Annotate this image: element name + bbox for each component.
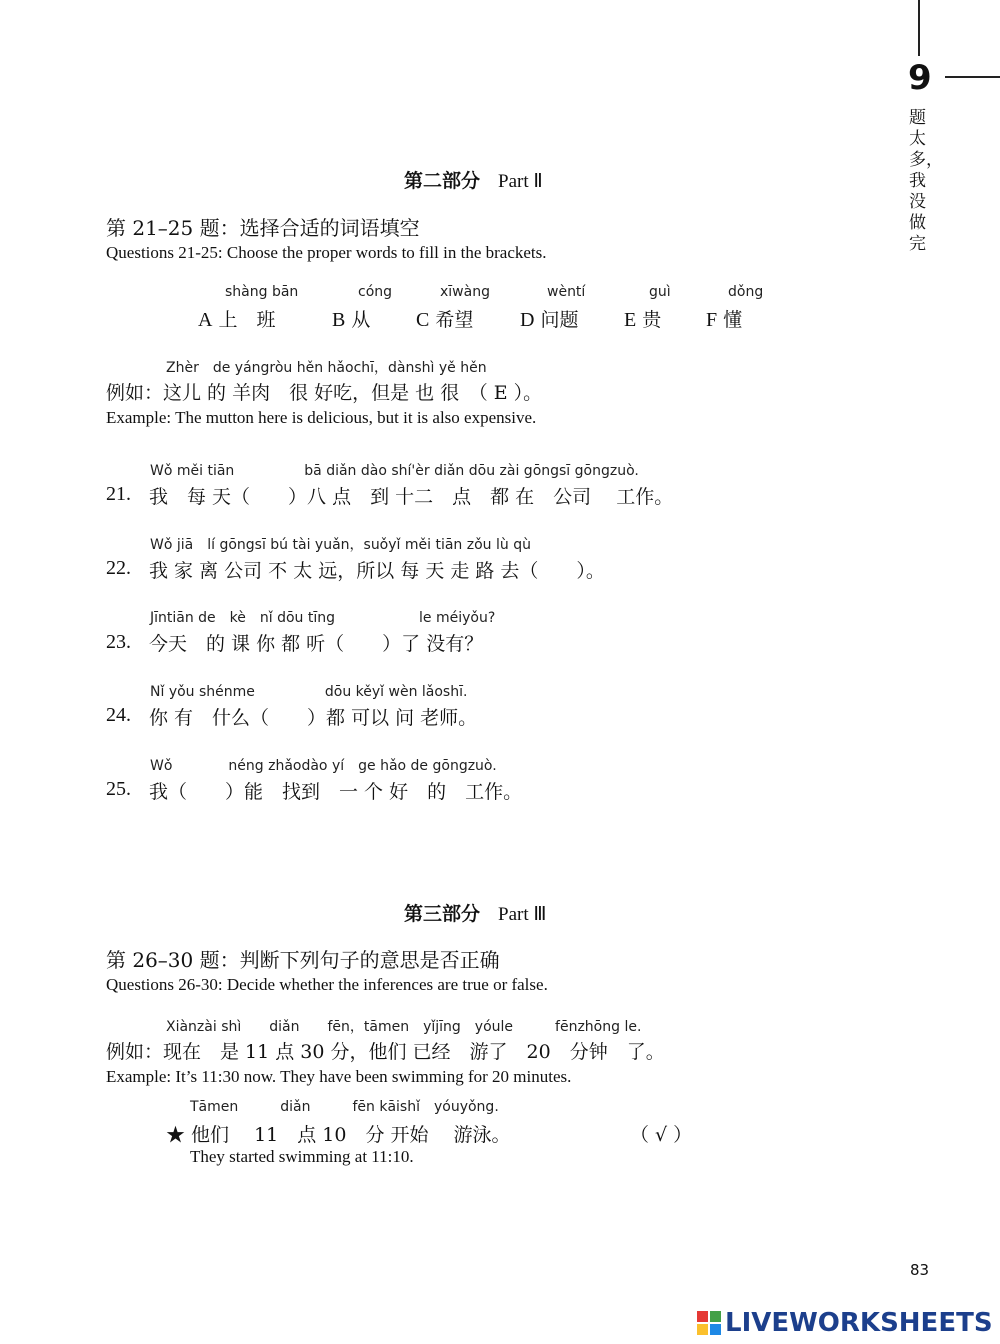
logo-blocks-icon <box>697 1311 721 1335</box>
q21-sentence[interactable]: 我 每 天（ ）八 点 到 十二 点 都 在 公司 工作。 <box>149 486 674 508</box>
part3-title <box>404 899 546 926</box>
q21-pinyin: Wǒ měi tiān bā diǎn dào shí'èr diǎn dōu zài gōngsī gōngzuò. <box>150 463 639 479</box>
part3-instructions-en: Questions 26-30: Decide whether the inferences are true or false. <box>106 975 548 994</box>
option-a <box>198 305 275 332</box>
option-c-pinyin: xīwàng <box>440 284 490 300</box>
option-a-letter: A <box>198 309 213 331</box>
part3-example-answer: （ √ ） <box>630 1124 693 1146</box>
part2-title-en: Part Ⅱ <box>498 171 543 192</box>
part3-example-en: Example: It’s 11:30 now. They have been swimming for 20 minutes. <box>106 1067 572 1086</box>
q22-number: 22. <box>106 557 131 579</box>
option-b <box>332 305 370 332</box>
option-f-letter: F <box>706 309 718 331</box>
option-f-word: 懂 <box>723 309 743 331</box>
q23-number: 23. <box>106 631 131 653</box>
option-e-letter: E <box>624 309 637 331</box>
option-e <box>624 305 661 332</box>
q24-pinyin: Nǐ yǒu shénme dōu kěyǐ wèn lǎoshī. <box>150 684 468 700</box>
q25-number: 25. <box>106 778 131 800</box>
side-divider-vertical <box>918 0 920 56</box>
part2-example-en: Example: The mutton here is delicious, but it is also expensive. <box>106 408 537 427</box>
q22-sentence[interactable]: 我 家 离 公司 不 太 远，所以 每 天 走 路 去（ ）。 <box>149 560 605 582</box>
option-b-word: 从 <box>351 309 371 331</box>
part3-title-en: Part Ⅲ <box>498 904 547 925</box>
chapter-title-vertical: 题太多，我没做完 <box>909 108 943 254</box>
q23-sentence[interactable]: 今天 的 课 你 都 听（ ）了 没有？ <box>149 633 484 655</box>
option-a-word: 上 班 <box>218 309 276 331</box>
part3-title-cn: 第三部分 <box>404 903 481 925</box>
part2-example-cn: 例如：这儿 的 羊肉 很 好吃，但是 也 很 （ E ）。 <box>106 382 543 404</box>
option-d <box>520 305 578 332</box>
q24-sentence[interactable]: 你 有 什么（ ）都 可以 问 老师。 <box>149 707 478 729</box>
option-f-pinyin: dǒng <box>728 284 764 300</box>
part2-example-pinyin: Zhèr de yángròu hěn hǎochī，dànshì yě hěn <box>166 360 487 376</box>
option-c-word: 希望 <box>435 309 474 331</box>
part3-example-cn: 例如：现在 是 11 点 30 分，他们 已经 游了 20 分钟 了。 <box>106 1041 665 1063</box>
part2-instructions-en: Questions 21-25: Choose the proper words to fill in the brackets. <box>106 243 547 262</box>
option-c <box>416 305 473 332</box>
q23-pinyin: Jīntiān de kè nǐ dōu tīng le méiyǒu? <box>150 610 496 626</box>
option-d-pinyin: wèntí <box>547 284 586 300</box>
part2-instructions-cn: 第 21–25 题：选择合适的词语填空 <box>106 216 420 240</box>
part2-title <box>404 166 543 193</box>
q22-pinyin: Wǒ jiā lí gōngsī bú tài yuǎn，suǒyǐ měi tiān zǒu lù qù <box>150 537 531 553</box>
option-c-letter: C <box>416 309 430 331</box>
q25-pinyin: Wǒ néng zhǎodào yí ge hǎo de gōngzuò. <box>150 758 497 774</box>
logo-text: LIVEWORKSHEETS <box>725 1308 993 1338</box>
option-d-word: 问题 <box>540 309 579 331</box>
option-f <box>706 305 742 332</box>
part3-instructions-cn: 第 26–30 题：判断下列句子的意思是否正确 <box>106 948 500 972</box>
part3-example-pinyin: Xiànzài shì diǎn fēn，tāmen yǐjīng yóule fēnzhōng le. <box>166 1019 642 1035</box>
part3-statement-en: They started swimming at 11:10. <box>190 1147 414 1166</box>
option-e-pinyin: guì <box>649 284 671 300</box>
option-b-letter: B <box>332 309 346 331</box>
part3-statement-cn: ★ 他们 11 点 10 分 开始 游泳。 <box>166 1124 511 1146</box>
q24-number: 24. <box>106 704 131 726</box>
option-b-pinyin: cóng <box>358 284 393 300</box>
side-divider-horizontal <box>945 76 1000 78</box>
option-d-letter: D <box>520 309 535 331</box>
part3-statement-pinyin: Tāmen diǎn fēn kāishǐ yóuyǒng. <box>190 1099 499 1115</box>
option-e-word: 贵 <box>642 309 662 331</box>
option-a-pinyin: shàng bān <box>225 284 299 300</box>
page-number: 83 <box>910 1261 930 1279</box>
part2-title-cn: 第二部分 <box>404 170 481 192</box>
chapter-number: 9 <box>908 58 932 98</box>
q25-sentence[interactable]: 我（ ）能 找到 一 个 好 的 工作。 <box>149 781 523 803</box>
liveworksheets-logo <box>697 1308 993 1338</box>
q21-number: 21. <box>106 483 131 505</box>
